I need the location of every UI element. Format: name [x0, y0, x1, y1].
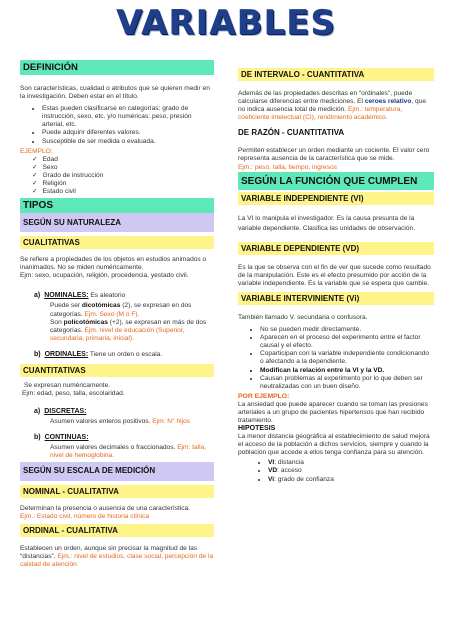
por-ejemplo-text: La ansiedad que puede aparecer cuando se toman las presiones arteriales a un grupo de pacientes hipertensos que han recibido tratamiento. — [238, 400, 428, 424]
hip-item — [268, 476, 434, 484]
continuas-desc: Asumen valores decimales o fraccionados. — [50, 444, 178, 452]
naturaleza-heading: SEGÚN SU NATURALEZA — [20, 213, 214, 232]
discretas-ejm: Ejm: N° hijos — [152, 418, 191, 426]
ejemplo-checklist — [20, 156, 214, 196]
hip-val: : grado de confianza — [274, 475, 334, 483]
continuas-ejm: Ejm: talla, nivel de hemoglobina. — [50, 444, 207, 460]
right-column — [238, 68, 434, 486]
razon-text: Permiten establecer un orden mediante un cociente. El valor cero representa ausencia de la característica que se mide. — [238, 147, 430, 163]
cualitativas-heading: CUALITATIVAS — [20, 236, 214, 249]
discretas-block — [34, 400, 214, 460]
cuantitativas-heading: CUANTITATIVAS — [20, 364, 214, 377]
independiente-heading: VARIABLE INDEPENDIENTE (VI) — [238, 192, 434, 205]
tipos-heading: TIPOS — [20, 198, 214, 213]
intervalo-text — [238, 90, 434, 122]
list-item: • Coparticipan con la variable independiente condicionando o afectando a la dependiente. — [260, 350, 434, 366]
hip-item — [268, 459, 434, 467]
check-item: ✓ Grado de instrucción — [32, 172, 214, 180]
ordinales-label: ORDINALES: — [44, 350, 89, 358]
politomicas-ejm: Ejm. nivel de educación (Superior, secundaria, primaria, inicial). — [50, 326, 185, 342]
intervalo-desc: Además de las propiedades descritas en “ordinales”, puede calcularse diferencias entre mediciones. El — [238, 90, 413, 106]
check-item: ✓ Sexo — [32, 164, 214, 172]
hipotesis-list — [238, 459, 434, 483]
interviniente-bullets — [238, 326, 434, 391]
discretas-label: DISCRETAS: — [44, 408, 87, 416]
cuantitativas-text: Se expresan numéricamente. — [24, 381, 111, 389]
continuas-num: b) — [34, 434, 41, 442]
razon-ejm: Ejm.: peso, talla, tiempo, ingresos — [238, 163, 337, 171]
list-item: • Aparecen en el proceso del experimento entre el factor causal y el efecto. — [260, 334, 434, 350]
interviniente-text: También llamado V. secundaria o confusora. — [238, 313, 368, 321]
escala-heading: SEGÚN SU ESCALA DE MEDICIÓN — [20, 462, 214, 481]
politomicas-post: (+2), se expresan en más de dos categorías. — [50, 318, 207, 334]
dicotomicas-pre: Puede ser — [50, 302, 82, 310]
ordinal-text — [20, 545, 214, 569]
hip-val: : distancia — [274, 459, 304, 467]
ordinal-heading: ORDINAL - CUALITATIVA — [20, 524, 214, 537]
politomicas-text — [34, 319, 214, 343]
hip-key: VD — [268, 467, 278, 475]
list-item: • Modifican la relación entre la VI y la VD. — [260, 367, 434, 375]
hip-key: Vi — [268, 475, 275, 483]
dicotomicas-post: (2), se expresan en dos categorías. — [50, 302, 192, 318]
hip-key: VI — [268, 459, 275, 467]
ejemplo-label: EJEMPLO: — [20, 147, 53, 155]
definicion-text: Son características, cualidad o atributos que se quieren medir en la investigación. Deben estar en el título. — [20, 85, 210, 101]
por-ejemplo-label: POR EJEMPLO: — [238, 392, 290, 400]
interviniente-heading: VARIABLE INTERVINIENTE (Vi) — [238, 292, 434, 305]
dicotomicas-bold: dicotómicas — [81, 302, 121, 310]
hipotesis-text: La menor distancia geográfica al establecimiento de salud mejora el acceso de la población a dichos servicios, siempre y cuando la población que accede a ellos tenga confianza para su atención. — [238, 433, 430, 457]
independiente-text: La VI lo manipula el investigador. Es la causa presunta de la variable dependiente. Clasifica las unidades de observación. — [238, 214, 416, 232]
ordinal-desc: Establecen un orden, aunque sin precisar la magnitud de las “distancias”. — [20, 544, 198, 560]
nominales-desc: Es aleatorio — [88, 292, 126, 300]
list-item: • Puede adquirir diferentes valores. — [42, 129, 214, 137]
list-item: • Estas pueden clasificarse en categorías: grado de instrucción, sexo, etc. y/o numéricas: peso, presión arterial, etc. — [42, 105, 214, 129]
dicotomicas-ejm: Ejm. Sexo (M o F). — [84, 310, 140, 318]
nominales-label: NOMINALES: — [44, 292, 89, 300]
nominales-num: a) — [34, 292, 41, 300]
discretas-desc: Asumen valores enteros positivos. — [50, 418, 153, 426]
ordinales-num: b) — [34, 350, 41, 358]
dependiente-heading: VARIABLE DEPENDIENTE (VD) — [238, 242, 434, 255]
list-item: • No se pueden medir directamente. — [260, 326, 434, 334]
check-item: ✓ Religión — [32, 180, 214, 188]
ordinal-ejm: Ejm.: nivel de estudios, clase social, percepción de la calidad de atención — [20, 552, 214, 568]
politomicas-bold: policotómicas — [63, 318, 108, 326]
nominal-text: Determinan la presencia o ausencia de una característica. — [20, 505, 191, 513]
hipotesis-label: HIPOTESIS — [238, 425, 276, 433]
cuantitativas-example: Ejm: edad, peso, talla, escolaridad. — [22, 389, 125, 397]
hip-val: : acceso — [277, 467, 302, 475]
nominales-block — [34, 284, 214, 360]
definicion-bullets — [20, 105, 214, 145]
hip-item — [268, 467, 434, 475]
intervalo-bold: ceroes relativo — [364, 98, 412, 106]
politomicas-pre: Son — [50, 318, 64, 326]
left-column — [20, 60, 214, 573]
dicotomicas-text — [34, 302, 214, 318]
intervalo-desc2: , que no indica ausencia total de medición. — [238, 98, 427, 114]
nominal-ejm: Ejm.: Estado civil, número de historia clínica — [20, 513, 149, 521]
continuas-text — [34, 444, 214, 460]
discretas-text — [34, 418, 214, 426]
check-item: ✓ Edad — [32, 156, 214, 164]
razon-heading: DE RAZÓN - CUANTITATIVA — [238, 128, 345, 138]
cualitativas-text: Se refiere a propiedades de los objetos en estudios animados o inanimados. No se miden numéricamente. — [20, 256, 207, 272]
nominal-heading: NOMINAL - CUALITATIVA — [20, 485, 214, 498]
funcion-heading: SEGÚN LA FUNCIÓN QUE CUMPLEN — [238, 172, 434, 190]
list-item: • Causan problemas al experimento por lo que deben ser neutralizadas con un buen diseño. — [260, 375, 434, 391]
cualitativas-example: Ejm: sexo, ocupación, religión, procedencia, yestado civil. — [20, 272, 189, 280]
dependiente-text: Es la que se observa con el fin de ver que sucede como resultado de la manipulación. Este es el efecto presumido por acción de la variable independiente. Es la variable que se espera que cambie. — [238, 263, 431, 287]
intervalo-ejm: Ejm.: temperatura, coeficiente intelectual (CI), rendimiento académico. — [238, 106, 403, 122]
page-title: VARIABLES — [116, 3, 336, 43]
discretas-num: a) — [34, 408, 41, 416]
list-item: • Susceptible de ser medida o evaluada. — [42, 138, 214, 146]
continuas-label: CONTINUAS: — [44, 434, 89, 442]
intervalo-heading: DE INTERVALO - CUANTITATIVA — [238, 68, 434, 81]
ordinales-desc: Tiene un orden o escala. — [88, 350, 163, 358]
definicion-heading: DEFINICIÓN — [20, 60, 214, 75]
check-item: ✓ Estado civil — [32, 188, 214, 196]
